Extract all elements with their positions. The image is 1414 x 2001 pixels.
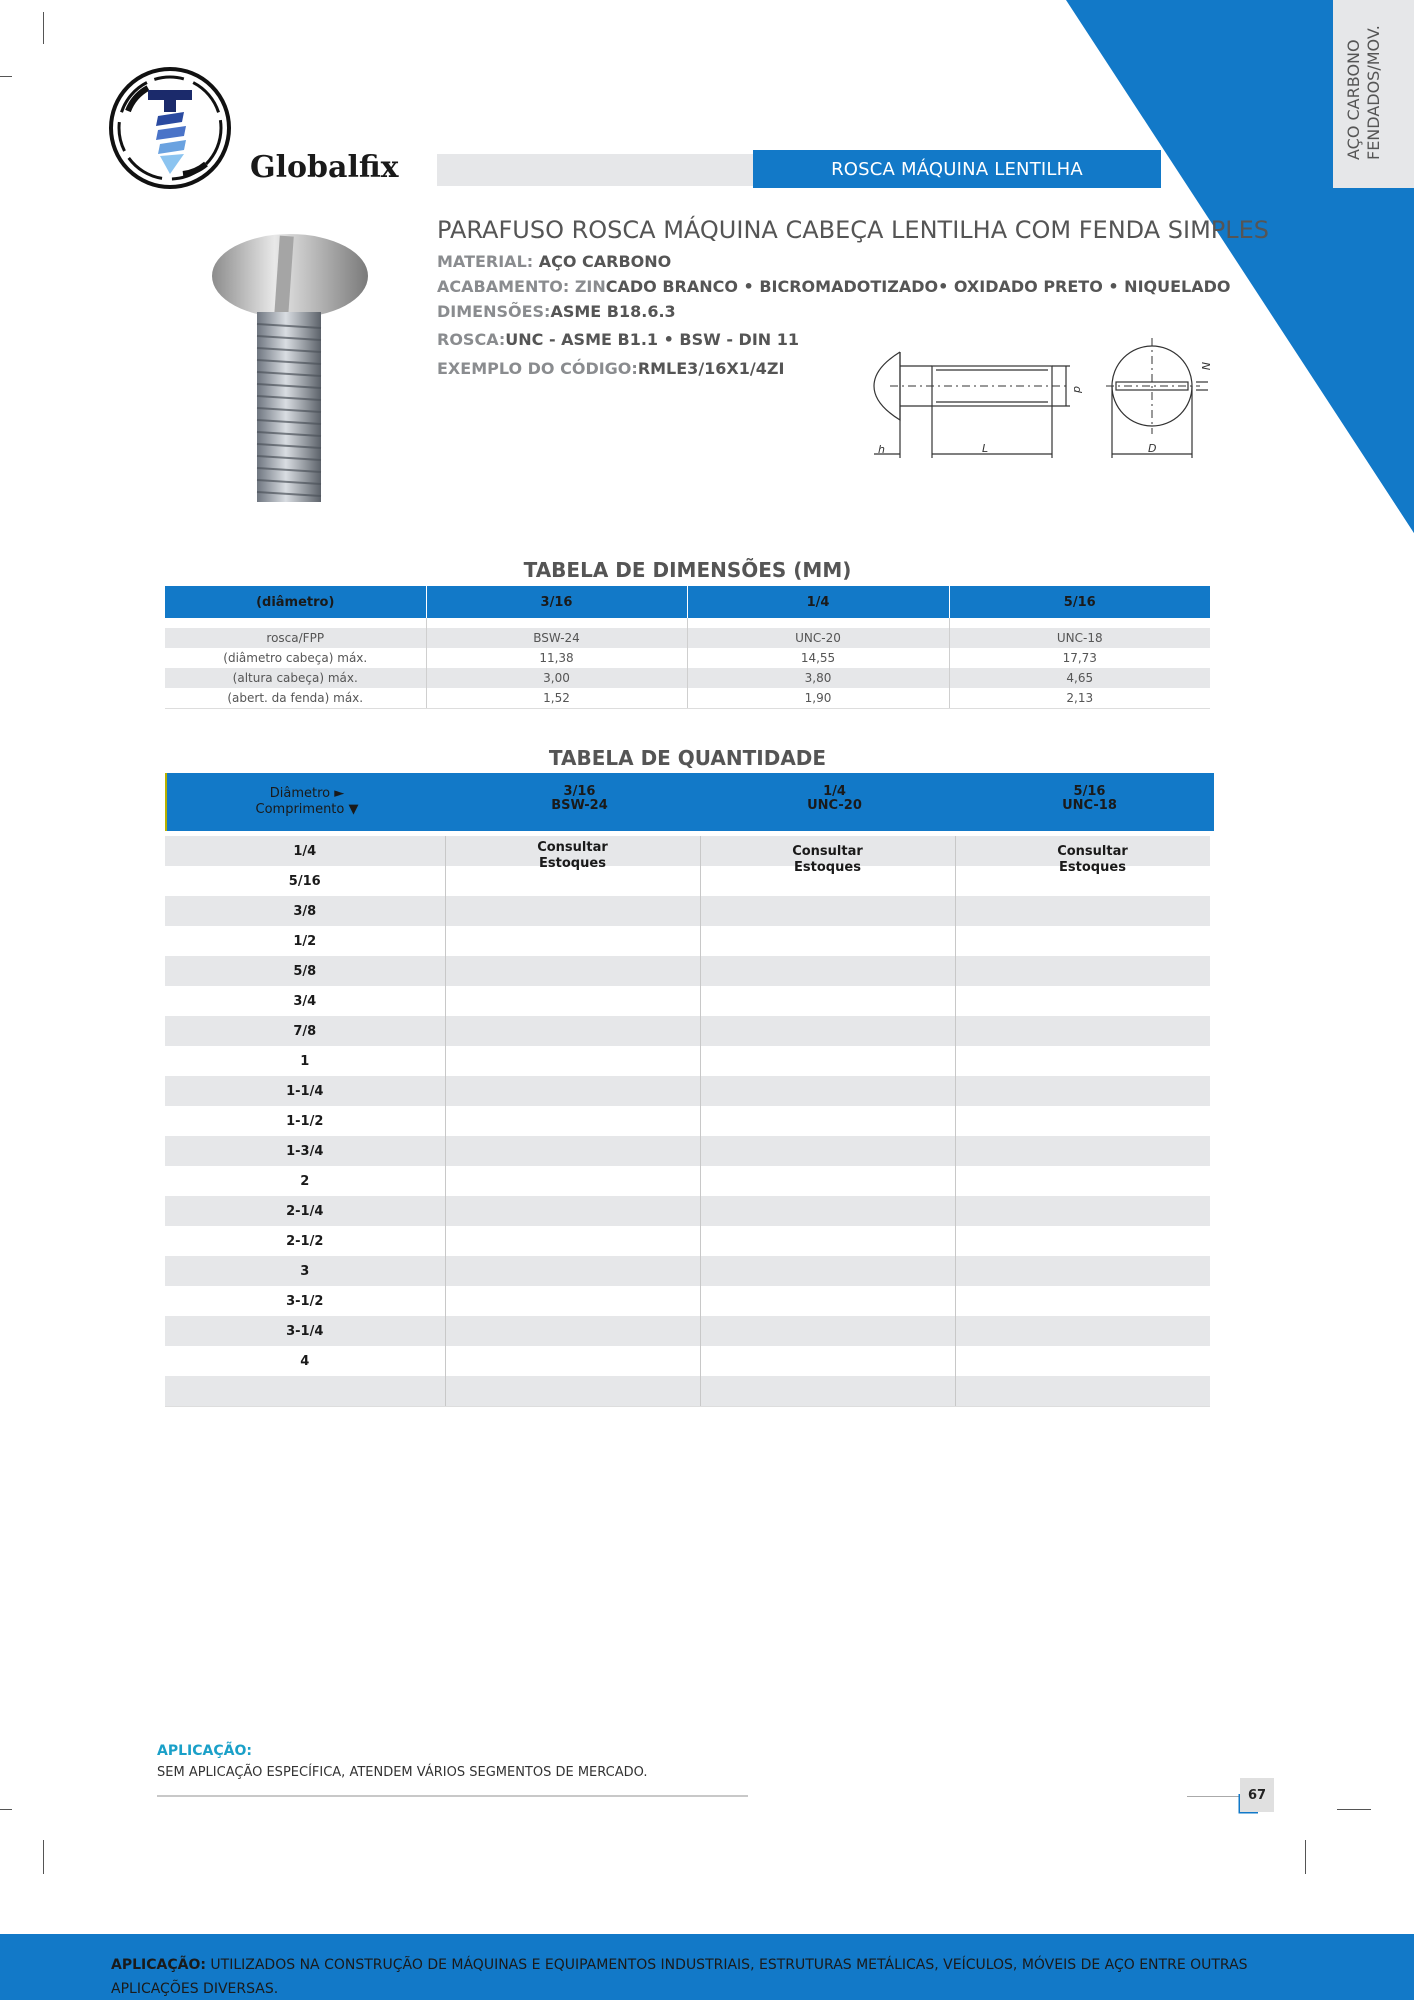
- dimensions-header: (diâmetro): [165, 586, 426, 618]
- drawing-label-h: h: [878, 443, 885, 456]
- dimensions-table-title: TABELA DE DIMENSÕES (MM): [523, 558, 852, 582]
- table-row: 5/16: [165, 866, 1210, 896]
- drawing-label-L: L: [982, 442, 989, 455]
- table-row: 4: [165, 1346, 1210, 1376]
- quantity-column-header: 5/16 UNC-18: [1062, 784, 1117, 813]
- technical-drawing: [870, 338, 1210, 464]
- dimensions-header: 3/16: [426, 586, 687, 618]
- crop-mark: [1337, 1809, 1371, 1810]
- brand-name: Globalfix: [250, 150, 399, 185]
- footer-text: APLICAÇÃO: UTILIZADOS NA CONSTRUÇÃO DE MÁQUINAS E EQUIPAMENTOS INDUSTRIAIS, ESTRUTURAS METÁLICAS, VEÍCULOS, MÓVEIS DE AÇO ENTRE OUTRAS APLICAÇÕES DIVERSAS.: [111, 1957, 1248, 1997]
- table-row: 2-1/4: [165, 1196, 1210, 1226]
- crop-mark: [1305, 1840, 1306, 1874]
- quantity-corner-header: Diâmetro ► Comprimento ▼: [255, 786, 359, 817]
- crop-mark: [43, 1840, 44, 1874]
- stock-note: Consultar Estoques: [537, 840, 608, 871]
- table-row: (diâmetro cabeça) máx. 11,38 14,55 17,73: [165, 648, 1210, 668]
- table-row: 1: [165, 1046, 1210, 1076]
- screw-photo: [205, 228, 375, 508]
- table-row: 3-1/4: [165, 1316, 1210, 1346]
- divider: [157, 1795, 748, 1797]
- quantity-table-title: TABELA DE QUANTIDADE: [548, 746, 827, 770]
- table-row: 1-3/4: [165, 1136, 1210, 1166]
- spec-finish: ACABAMENTO: ZINCADO BRANCO • BICROMADOTIZADO• OXIDADO PRETO • NIQUELADO: [437, 277, 1231, 296]
- dimensions-header: 1/4: [687, 586, 949, 618]
- drawing-label-d: d: [1071, 386, 1084, 393]
- table-row: 3-1/2: [165, 1286, 1210, 1316]
- quantity-column-header: 1/4 UNC-20: [807, 784, 862, 813]
- drawing-label-N: N: [1199, 362, 1212, 371]
- spec-dimensions: DIMENSÕES:ASME B18.6.3: [437, 302, 676, 321]
- table-row: 3/8: [165, 896, 1210, 926]
- quantity-table: [165, 836, 1210, 1407]
- section-banner-bar: [437, 154, 753, 186]
- table-row: 7/8: [165, 1016, 1210, 1046]
- crop-mark: [0, 1809, 12, 1810]
- table-row: [165, 1376, 1210, 1407]
- stock-note: Consultar Estoques: [1057, 844, 1128, 875]
- drawing-label-D: D: [1148, 442, 1157, 455]
- table-row: 1-1/2: [165, 1106, 1210, 1136]
- table-row: 2-1/2: [165, 1226, 1210, 1256]
- application-text: SEM APLICAÇÃO ESPECÍFICA, ATENDEM VÁRIOS SEGMENTOS DE MERCADO.: [157, 1765, 648, 1780]
- table-row: 2: [165, 1166, 1210, 1196]
- table-row: 3: [165, 1256, 1210, 1286]
- table-row: rosca/FPP BSW-24 UNC-20 UNC-18: [165, 628, 1210, 648]
- spec-material: MATERIAL: AÇO CARBONO: [437, 252, 672, 271]
- table-row: 1-1/4: [165, 1076, 1210, 1106]
- dimensions-table: [165, 586, 1210, 709]
- table-row: 1/2: [165, 926, 1210, 956]
- dimensions-header: 5/16: [949, 586, 1210, 618]
- table-row: 5/8: [165, 956, 1210, 986]
- page-number: 67: [1240, 1778, 1274, 1812]
- side-tab-label: AÇO CARBONO FENDADOS/MOV.: [1344, 25, 1383, 160]
- table-row: (altura cabeça) máx. 3,00 3,80 4,65: [165, 668, 1210, 688]
- table-row: 1/4: [165, 836, 1210, 866]
- stock-note: Consultar Estoques: [792, 844, 863, 875]
- divider: [1187, 1796, 1239, 1797]
- table-row: (abert. da fenda) máx. 1,52 1,90 2,13: [165, 688, 1210, 709]
- quantity-table-header: [165, 773, 1214, 831]
- product-title: PARAFUSO ROSCA MÁQUINA CABEÇA LENTILHA COM FENDA SIMPLES: [437, 216, 1270, 244]
- spec-thread: ROSCA:UNC - ASME B1.1 • BSW - DIN 11: [437, 330, 800, 349]
- globalfix-logo-icon: [108, 66, 234, 190]
- application-label: APLICAÇÃO:: [157, 1743, 252, 1759]
- quantity-column-header: 3/16 BSW-24: [551, 784, 608, 813]
- table-row: 3/4: [165, 986, 1210, 1016]
- spec-code-example: EXEMPLO DO CÓDIGO:RMLE3/16X1/4ZI: [437, 359, 785, 378]
- section-banner-title: ROSCA MÁQUINA LENTILHA: [753, 150, 1161, 188]
